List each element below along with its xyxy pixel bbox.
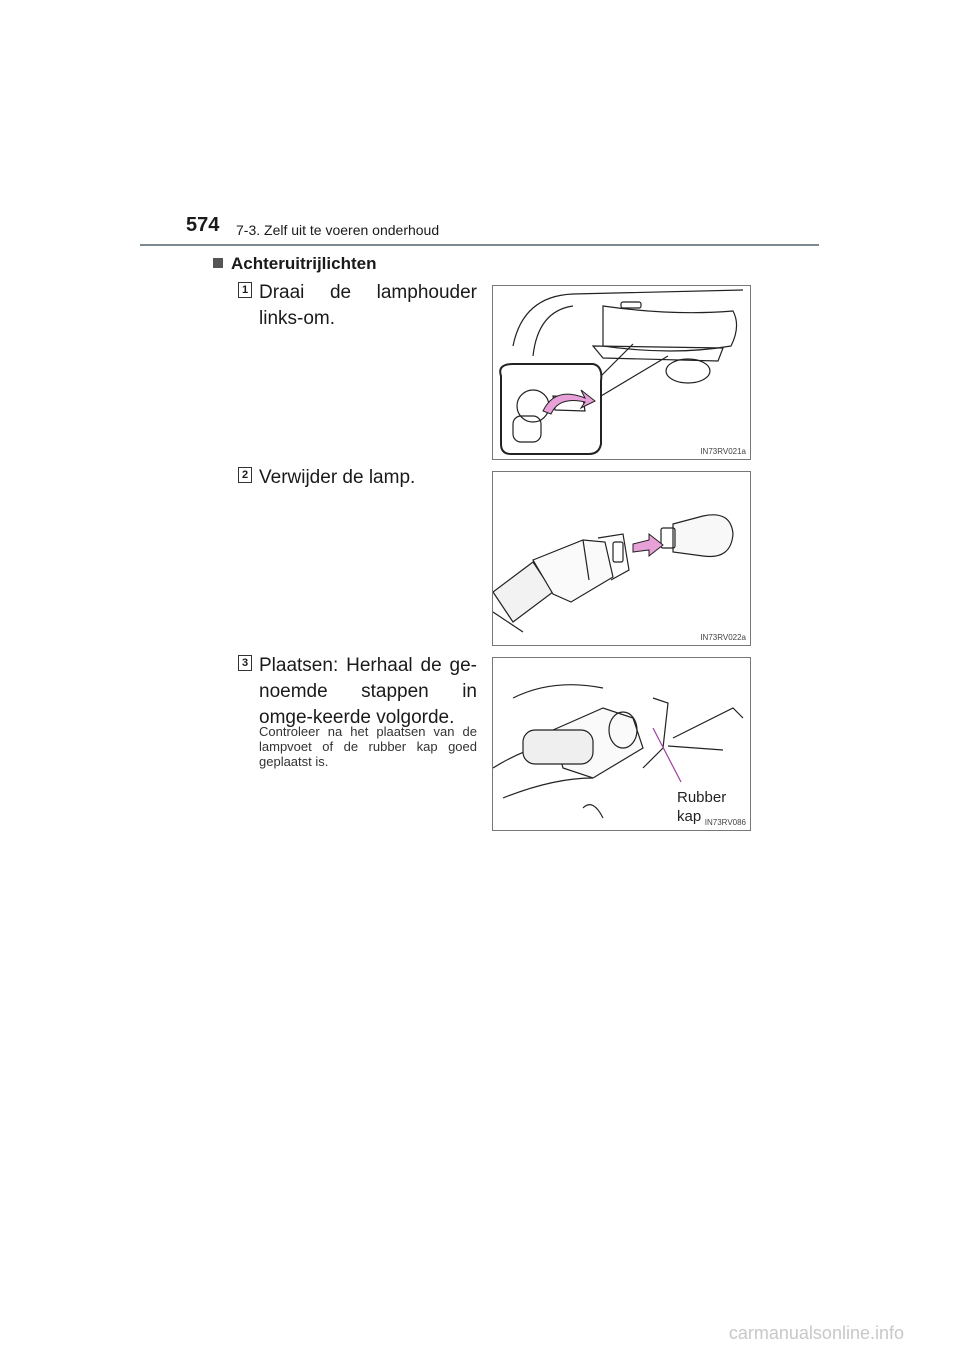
step-number-2: 2 — [238, 467, 252, 483]
page-number: 574 — [186, 214, 220, 236]
figure-bulb-removal — [492, 471, 751, 646]
step-1-text: Draai de lamphouder links-om. — [259, 282, 477, 329]
section-title: 7-3. Zelf uit te voeren onderhoud — [236, 222, 440, 238]
step-number-1: 1 — [238, 282, 252, 298]
heading — [213, 254, 376, 274]
heading-text: Achteruitrijlichten — [231, 254, 377, 273]
figure-code-3: IN73RV086 — [704, 818, 746, 827]
rubber-cap-callout: Rubber kap — [677, 789, 727, 825]
step-number-3: 3 — [238, 655, 252, 671]
square-bullet-icon — [213, 258, 223, 268]
watermark: carmanualsonline.info — [728, 1323, 904, 1343]
figure-code-1: IN73RV021a — [700, 447, 746, 456]
figure-rear-bumper — [492, 285, 751, 460]
header-divider — [140, 244, 819, 246]
figure-code-2: IN73RV022a — [700, 633, 746, 642]
rear-bumper-illustration — [493, 286, 750, 459]
step-2-text: Verwijder de lamp. — [259, 467, 416, 488]
step-3-text: Plaatsen: Herhaal de ge-noemde stappen in omge-keerde volgorde. — [259, 655, 477, 728]
bulb-removal-illustration — [493, 472, 750, 645]
note-text: Controleer na het plaatsen van de lampvoet of de rubber kap goed geplaatst is. — [259, 724, 477, 769]
figure-rubber-cap — [492, 657, 751, 831]
